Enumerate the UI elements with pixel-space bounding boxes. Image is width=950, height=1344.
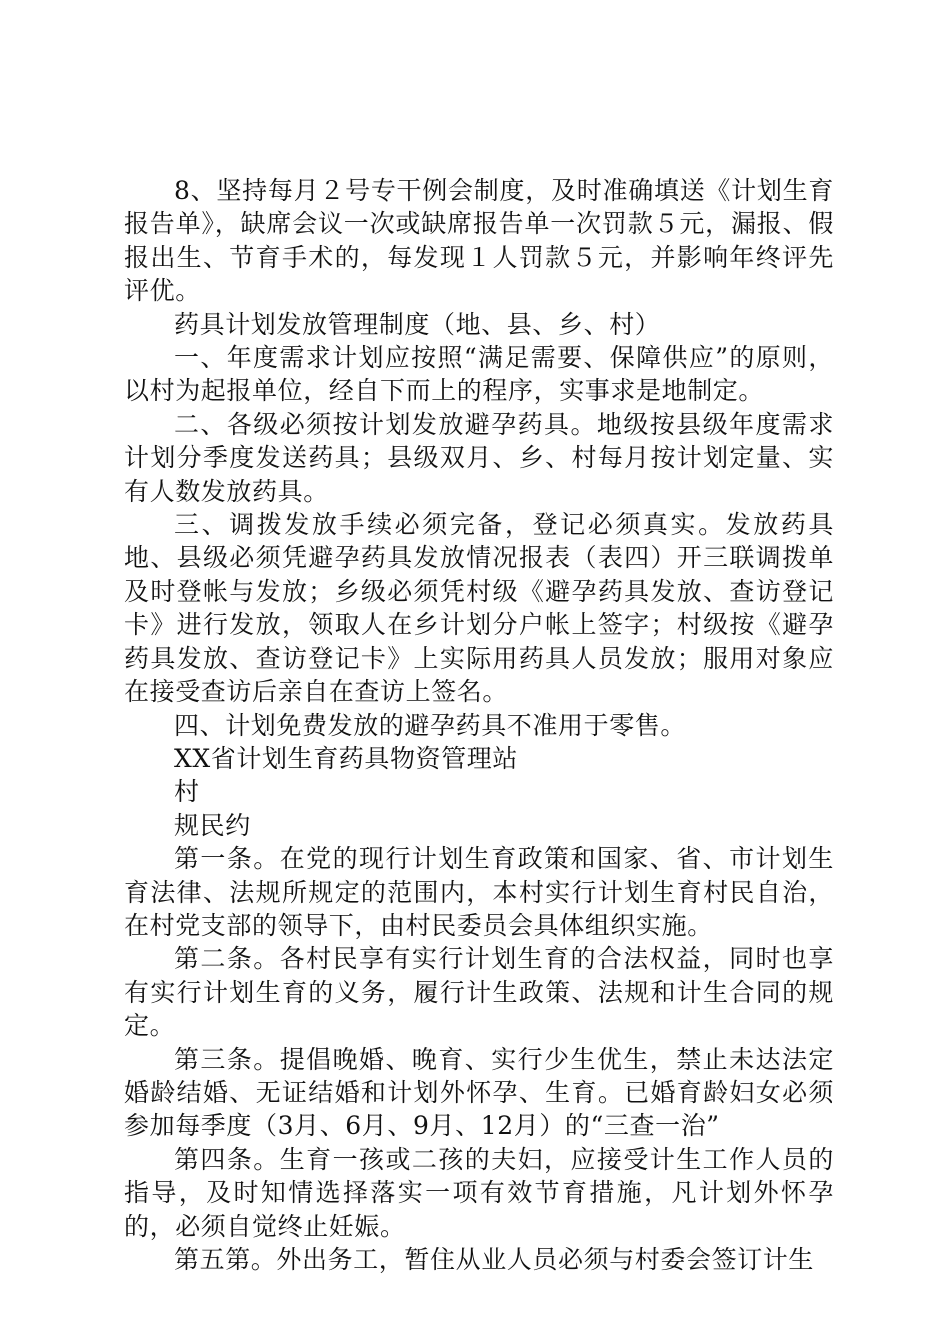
paragraph-rule-8: 8、坚持每月２号专干例会制度，及时准确填送《计划生育报告单》，缺席会议一次或缺席报告单一次罚款５元，漏报、假报出生、节育手术的，每发现１人罚款５元，并影响年终评先评优。 [124, 176, 834, 306]
article-5: 第五第。外出务工，暂住从业人员必须与村委会签订计生 [174, 1245, 815, 1274]
heading-village-rules: 规民约 [174, 810, 251, 840]
heading-village: 村 [174, 777, 200, 807]
article-1: 第一条。在党的现行计划生育政策和国家、省、市计划生育法律、法规所规定的范围内，本村实行计划生育村民自治，在村党支部的领导下，由村民委员会具体组织实施。 [124, 844, 834, 940]
issuing-organization: XX省计划生育药具物资管理站 [174, 743, 518, 773]
section-heading-contraceptive-management: 药具计划发放管理制度（地、县、乡、村） [174, 309, 661, 339]
article-2: 第二条。各村民享有实行计划生育的合法权益，同时也享有实行计划生育的义务，履行计生政策、法规和计生合同的规定。 [124, 944, 834, 1041]
paragraph-item-1: 一、年度需求计划应按照“满足需要、保障供应”的原则，以村为起报单位，经自下而上的程序，实事求是地制定。 [124, 343, 834, 406]
paragraph-item-3: 三、调拨发放手续必须完备，登记必须真实。发放药具地、县级必须凭避孕药具发放情况报表（表四）开三联调拨单及时登帐与发放；乡级必须凭村级《避孕药具发放、查访登记卡》进行发放，领取人在乡计划分户帐上签字；村级按《避孕药具发放、查访登记卡》上实际用药具人员发放；服用对象应在接受查访后亲自在查访上签名。 [124, 510, 834, 707]
paragraph-item-4: 四、计划免费发放的避孕药具不准用于零售。 [174, 710, 687, 740]
paragraph-item-2: 二、各级必须按计划发放避孕药具。地级按县级年度需求计划分季度发送药具；县级双月、乡、村每月按计划定量、实有人数发放药具。 [124, 409, 834, 506]
document-body [124, 174, 834, 1276]
article-4: 第四条。生育一孩或二孩的夫妇，应接受计生工作人员的指导，及时知情选择落实一项有效节育措施，凡计划外怀孕的，必须自觉终止妊娠。 [124, 1144, 834, 1241]
article-3: 第三条。提倡晚婚、晚育、实行少生优生，禁止未达法定婚龄结婚、无证结婚和计划外怀孕、生育。已婚育龄妇女必须参加每季度（3月、6月、9月、12月）的“三查一治” [124, 1044, 834, 1141]
